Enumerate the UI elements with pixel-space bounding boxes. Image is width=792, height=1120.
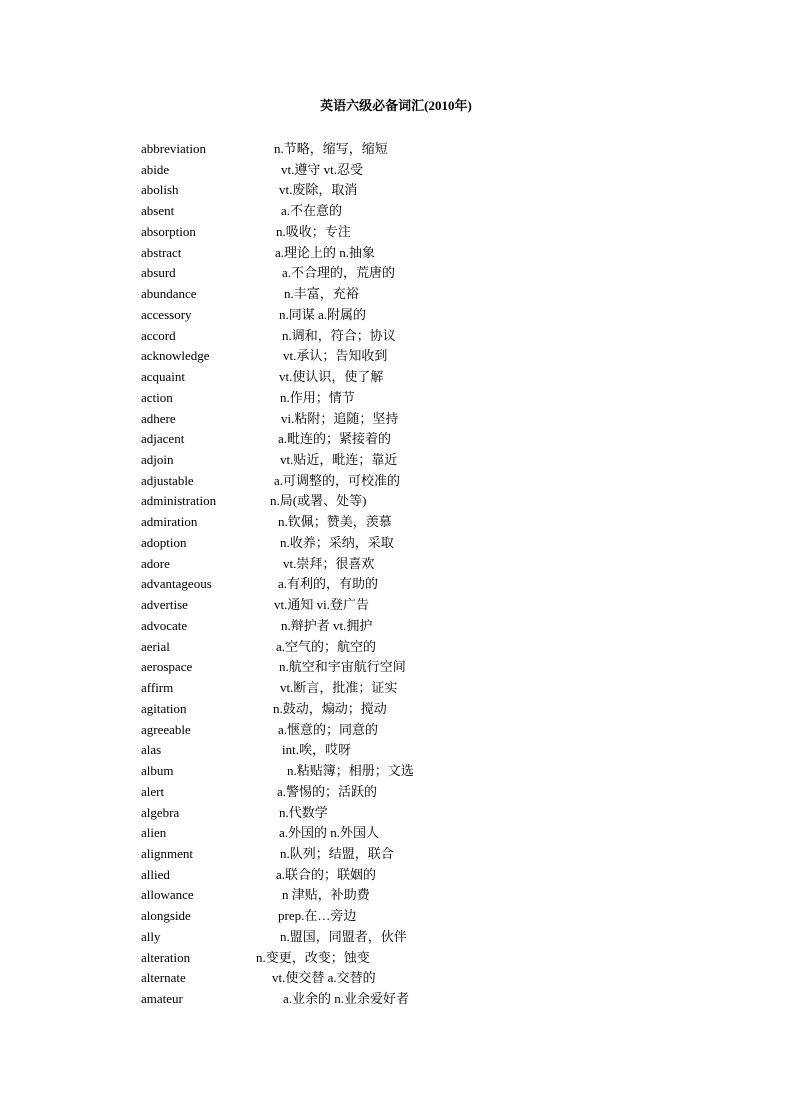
vocabulary-entry [0, 388, 792, 409]
entry-definition: vi.粘附；追随；坚持 [281, 410, 399, 426]
entry-definition: prep.在…旁边 [278, 908, 357, 924]
vocabulary-entry [0, 865, 792, 886]
entry-definition: a.空气的；航空的 [276, 638, 377, 654]
entry-definition: a.业余的 n.业余爱好者 [283, 991, 410, 1007]
vocabulary-entry [0, 554, 792, 575]
entry-definition: a.惬意的；同意的 [278, 721, 379, 737]
entry-definition: vt.遵守 vt.忍受 [281, 161, 363, 177]
entry-word: advantageous [141, 576, 212, 592]
entry-definition: n.节略，缩写，缩短 [274, 141, 388, 156]
vocabulary-entry [0, 699, 792, 720]
entry-definition: n 津贴，补助费 [282, 887, 370, 903]
entry-word: adoption [141, 534, 187, 550]
entry-definition: a.有利的，有助的 [278, 576, 379, 592]
entry-definition: vt.通知 vi.登广告 [274, 597, 369, 613]
entry-definition: n.辩护者 vt.拥护 [281, 617, 373, 633]
vocabulary-entry [0, 761, 792, 782]
entry-word: allowance [141, 887, 194, 903]
vocabulary-entry [0, 139, 792, 160]
entry-definition: a.不合理的，荒唐的 [282, 265, 396, 281]
vocabulary-entry [0, 595, 792, 616]
vocabulary-entry [0, 305, 792, 326]
vocabulary-entry [0, 533, 792, 554]
vocabulary-entry [0, 284, 792, 305]
entry-word: alongside [141, 908, 191, 924]
vocabulary-entry [0, 512, 792, 533]
entry-word: advocate [141, 617, 188, 633]
entry-word: adjoin [141, 452, 174, 468]
entry-word: abundance [141, 286, 197, 302]
entry-word: action [141, 389, 173, 405]
vocabulary-entry [0, 616, 792, 637]
entry-word: alien [141, 825, 167, 841]
entry-word: admiration [141, 514, 198, 530]
entry-definition: n.作用；情节 [280, 389, 355, 405]
entry-word: absurd [141, 265, 176, 281]
entry-definition: a.警惕的；活跃的 [277, 783, 378, 799]
entry-definition: n.收养；采纳，采取 [280, 534, 394, 550]
vocabulary-entry [0, 574, 792, 595]
entry-word: allied [141, 866, 170, 882]
entry-word: absent [141, 203, 175, 219]
entry-definition: n.变更，改变；蚀变 [256, 949, 370, 965]
vocabulary-entry [0, 450, 792, 471]
entry-word: abolish [141, 182, 179, 198]
entry-word: alignment [141, 845, 193, 861]
vocabulary-entry [0, 346, 792, 367]
entry-word: alas [141, 742, 162, 758]
page-title: 英语六级必备词汇(2010年) [320, 98, 472, 113]
entry-definition: n.代数学 [279, 804, 328, 820]
entry-word: amateur [141, 991, 183, 1007]
vocabulary-entry [0, 429, 792, 450]
entry-definition: n.同谋 a.附属的 [279, 306, 367, 322]
vocabulary-entry [0, 906, 792, 927]
entry-definition: vt.断言，批准；证实 [280, 680, 398, 696]
vocabulary-entry [0, 201, 792, 222]
entry-definition: vt.贴近，毗连；靠近 [280, 452, 398, 468]
entry-word: algebra [141, 804, 180, 820]
entry-definition: n.航空和宇宙航行空间 [279, 659, 406, 675]
vocabulary-entry [0, 720, 792, 741]
vocabulary-entry [0, 657, 792, 678]
vocabulary-entry [0, 263, 792, 284]
entry-definition: a.可调整的，可校准的 [274, 472, 401, 488]
entry-word: adjacent [141, 431, 185, 447]
entry-word: ally [141, 928, 161, 944]
entry-word: adore [141, 555, 170, 571]
entry-definition: a.联合的；联姻的 [276, 866, 377, 882]
entry-definition: vt.承认；告知收到 [283, 348, 388, 364]
entry-definition: int.唉，哎呀 [282, 742, 351, 758]
entry-word: advertise [141, 597, 188, 613]
entry-word: accord [141, 327, 176, 343]
entry-definition: n.队列；结盟，联合 [280, 845, 394, 861]
vocabulary-entry [0, 844, 792, 865]
vocabulary-entry [0, 740, 792, 761]
vocabulary-entry [0, 782, 792, 803]
entry-definition: a.不在意的 [281, 203, 343, 219]
entry-word: abstract [141, 244, 182, 260]
vocabulary-list [0, 139, 792, 1010]
entry-definition: n.粘贴簿；相册；文选 [287, 763, 414, 779]
vocabulary-entry [0, 409, 792, 430]
vocabulary-entry [0, 367, 792, 388]
vocabulary-entry [0, 160, 792, 181]
entry-word: accessory [141, 306, 192, 322]
entry-definition: n.局(或署、处等) [270, 493, 367, 509]
vocabulary-entry [0, 678, 792, 699]
entry-definition: n.丰富，充裕 [284, 286, 359, 302]
entry-definition: n.盟国，同盟者，伙伴 [280, 928, 407, 944]
entry-definition: n.吸收；专注 [276, 223, 351, 239]
vocabulary-entry [0, 491, 792, 512]
entry-definition: vt.使认识，使了解 [279, 369, 384, 385]
vocabulary-entry [0, 968, 792, 989]
vocabulary-entry [0, 927, 792, 948]
entry-word: acknowledge [141, 348, 210, 364]
entry-definition: n.调和，符合；协议 [282, 327, 396, 343]
vocabulary-entry [0, 823, 792, 844]
vocabulary-entry [0, 885, 792, 906]
entry-word: adjustable [141, 472, 194, 488]
entry-word: administration [141, 493, 217, 509]
vocabulary-entry [0, 180, 792, 201]
entry-word: absorption [141, 223, 196, 239]
entry-word: abide [141, 161, 170, 177]
entry-definition: vt.崇拜；很喜欢 [283, 555, 375, 571]
vocabulary-entry [0, 243, 792, 264]
entry-word: aerospace [141, 659, 193, 675]
entry-definition: n.钦佩；赞美，羡慕 [278, 514, 392, 530]
vocabulary-entry [0, 471, 792, 492]
entry-word: agreeable [141, 721, 191, 737]
entry-word: alteration [141, 949, 191, 965]
entry-word: affirm [141, 680, 174, 696]
vocabulary-entry [0, 637, 792, 658]
entry-definition: a.外国的 n.外国人 [279, 825, 380, 841]
entry-word: abbreviation [141, 141, 206, 156]
entry-definition: a.理论上的 n.抽象 [275, 244, 376, 260]
vocabulary-entry [0, 326, 792, 347]
entry-definition: vt.使交替 a.交替的 [272, 970, 376, 986]
vocabulary-entry [0, 222, 792, 243]
entry-word: agitation [141, 700, 187, 716]
entry-word: alert [141, 783, 165, 799]
entry-word: acquaint [141, 369, 186, 385]
entry-word: album [141, 763, 174, 779]
entry-word: aerial [141, 638, 170, 654]
entry-definition: vt.废除，取消 [279, 182, 358, 198]
entry-word: alternate [141, 970, 186, 986]
entry-definition: n.鼓动，煽动；搅动 [273, 700, 387, 716]
vocabulary-entry [0, 803, 792, 824]
vocabulary-entry [0, 989, 792, 1010]
entry-definition: a.毗连的；紧接着的 [278, 431, 392, 447]
entry-word: adhere [141, 410, 176, 426]
vocabulary-entry [0, 948, 792, 969]
